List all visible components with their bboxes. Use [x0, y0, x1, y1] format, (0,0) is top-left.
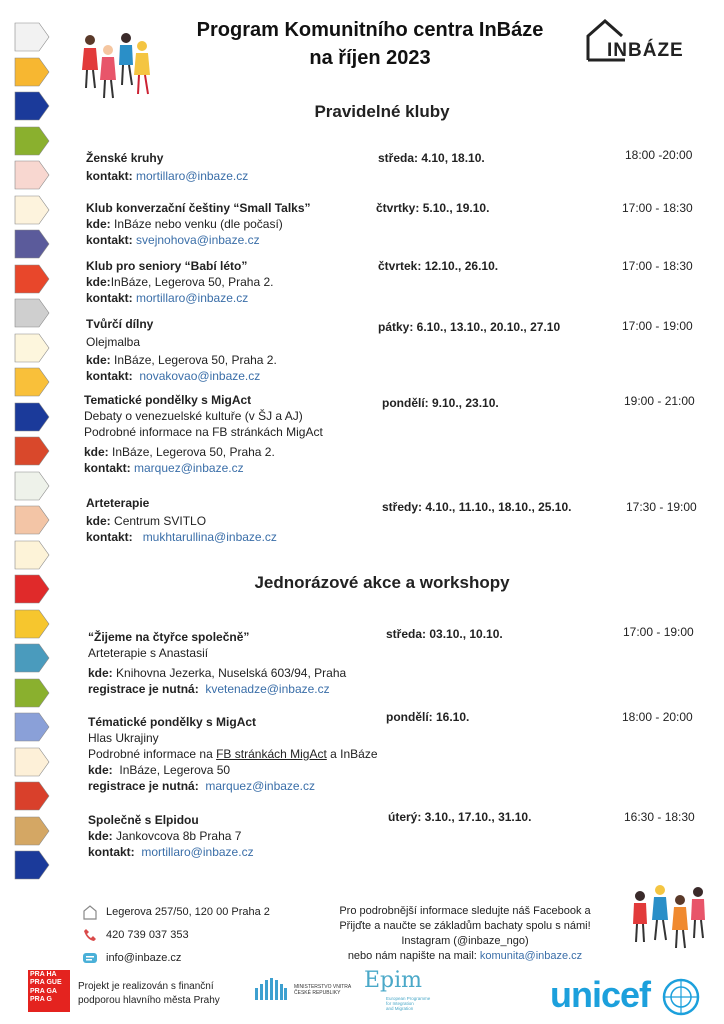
arrow-block-icon	[14, 367, 50, 397]
event-date: středa: 4.10, 18.10.	[378, 151, 485, 165]
unicef-emblem-icon	[661, 977, 701, 1017]
footer-address: Legerova 257/50, 120 00 Praha 2	[106, 905, 270, 918]
event-time: 17:30 - 19:00	[626, 500, 697, 514]
contact-label: kontakt:	[86, 369, 133, 383]
contact-label: registrace je nutná:	[88, 779, 199, 793]
event-zenske-kruhy	[86, 150, 706, 184]
dancing-people-illustration	[78, 30, 158, 105]
section-title-oneoff: Jednorázové akce a workshopy	[254, 573, 510, 592]
event-where: InBáze, Legerova 50	[119, 763, 231, 777]
where-label: kde:	[88, 829, 113, 843]
event-time: 18:00 -20:00	[625, 148, 693, 162]
ministry-text-2: ČESKÉ REPUBLIKY	[294, 990, 341, 996]
event-where: InBáze nebo venku (dle počasí)	[114, 217, 283, 231]
event-date: čtvrtky: 5.10., 19.10.	[376, 201, 490, 215]
inbaze-logo	[585, 18, 705, 64]
arrow-block-icon	[14, 505, 50, 535]
event-name: Klub konverzační češtiny “Small Talks”	[86, 201, 311, 215]
arrow-block-icon	[14, 57, 50, 87]
footer-email[interactable]: info@inbaze.cz	[106, 951, 182, 964]
contact-label: kontakt:	[88, 845, 135, 859]
where-label: kde:	[86, 275, 111, 289]
event-time: 17:00 - 18:30	[622, 259, 693, 273]
contact-label: kontakt:	[84, 461, 131, 475]
detail-text: Podrobné informace na	[88, 747, 217, 761]
home-icon	[82, 904, 98, 920]
epim-text-1: European Programme	[386, 996, 431, 1001]
arrow-block-icon	[14, 712, 50, 742]
event-detail-2: Podrobné informace na FB stránkách MigAct	[84, 425, 323, 439]
info-line-3: Instagram (@inbaze_ngo)	[401, 935, 529, 947]
contact-email[interactable]: mortillaro@inbaze.cz	[136, 291, 249, 305]
event-tematicke-pondelky-1	[84, 392, 704, 476]
praha-logo: PRA HA PRA GUE PRA GA PRA G	[28, 970, 70, 1012]
contact-email[interactable]: svejnohova@inbaze.cz	[136, 233, 260, 247]
footer-contacts	[82, 900, 270, 969]
event-detail: Arteterapie s Anastasií	[88, 646, 209, 660]
contact-email[interactable]: kvetenadze@inbaze.cz	[205, 682, 330, 696]
event-detail: Olejmalba	[86, 335, 141, 349]
event-zijeme-na-ctyrce	[88, 625, 708, 697]
contact-label: kontakt:	[86, 291, 133, 305]
event-where: Jankovcova 8b Praha 7	[116, 829, 242, 843]
arrow-block-icon	[14, 22, 50, 52]
where-label: kde:	[88, 666, 113, 680]
where-label: kde:	[88, 763, 113, 777]
event-babi-leto	[86, 258, 706, 306]
event-name: “Žijeme na čtyřce společně”	[88, 630, 250, 644]
event-name: Klub pro seniory “Babí léto”	[86, 259, 248, 273]
info-line-4	[330, 949, 600, 964]
where-label: kde:	[86, 353, 111, 367]
epim-logo	[364, 968, 444, 1018]
arrow-block-icon	[14, 264, 50, 294]
section-title-regular: Pravidelné kluby	[314, 102, 450, 121]
where-label: kde:	[86, 514, 111, 528]
event-time: 19:00 - 21:00	[624, 394, 695, 408]
event-date: čtvrtek: 12.10., 26.10.	[378, 259, 499, 273]
event-tematicke-pondelky-2	[88, 710, 708, 794]
arrow-block-icon	[14, 609, 50, 639]
arrow-block-icon	[14, 678, 50, 708]
contact-email[interactable]: marquez@inbaze.cz	[134, 461, 244, 475]
event-date: pondělí: 9.10., 23.10.	[382, 396, 499, 410]
footer-phone[interactable]: 420 739 037 353	[106, 928, 189, 941]
event-detail: Hlas Ukrajiny	[88, 731, 159, 745]
event-detail-2	[88, 746, 708, 762]
arrow-block-icon	[14, 195, 50, 225]
event-arteterapie	[86, 495, 706, 545]
arrow-block-icon	[14, 333, 50, 363]
contact-email[interactable]: mortillaro@inbaze.cz	[136, 169, 249, 183]
event-date: pondělí: 16.10.	[386, 710, 470, 724]
event-tvurci-dilny	[86, 316, 706, 384]
arrow-block-icon	[14, 850, 50, 880]
title-line-2: na říjen 2023	[309, 47, 431, 69]
contact-email[interactable]: marquez@inbaze.cz	[205, 779, 315, 793]
logo-text: INBÁZE	[607, 40, 684, 61]
footer-info	[330, 904, 600, 964]
epim-wordmark: Epim	[364, 968, 423, 993]
arrow-block-icon	[14, 816, 50, 846]
epim-text-3: and Migration	[386, 1006, 414, 1011]
contact-label: kontakt:	[86, 169, 133, 183]
contact-email[interactable]: novakovao@inbaze.cz	[139, 369, 261, 383]
arrow-block-icon	[14, 126, 50, 156]
unicef-logo	[550, 974, 701, 1017]
event-where: Knihovna Jezerka, Nuselská 603/94, Praha	[116, 666, 347, 680]
praha-text-line-1: Projekt je realizován s finanční	[78, 981, 214, 992]
arrow-block-icon	[14, 160, 50, 190]
decorative-arrow-strip	[14, 22, 54, 885]
event-time: 16:30 - 18:30	[624, 810, 695, 824]
dancing-people-illustration-footer	[630, 882, 710, 952]
event-where: InBáze, Legerova 50, Praha 2.	[114, 353, 277, 367]
contact-email[interactable]: mortillaro@inbaze.cz	[141, 845, 254, 859]
contact-label: kontakt:	[86, 233, 133, 247]
praha-text-line-2: podporou hlavního města Prahy	[78, 995, 220, 1006]
ministry-text-1: MINISTERSTVO VNITRA	[294, 984, 352, 990]
contact-label: kontakt:	[86, 530, 133, 544]
event-time: 18:00 - 20:00	[622, 710, 693, 724]
contact-label: registrace je nutná:	[88, 682, 199, 696]
event-name: Společně s Elpidou	[88, 813, 199, 827]
info-line-1: Pro podrobnější informace sledujte náš Facebook a	[339, 905, 591, 917]
contact-email[interactable]: mukhtarullina@inbaze.cz	[142, 530, 277, 544]
event-name: Tematické pondělky s MigAct	[84, 393, 252, 407]
where-label: kde:	[84, 445, 109, 459]
where-label: kde:	[86, 217, 111, 231]
praha-funding-text	[78, 980, 220, 1008]
event-time: 17:00 - 18:30	[622, 201, 693, 215]
event-name: Ženské kruhy	[86, 151, 164, 165]
page-title	[150, 16, 590, 72]
arrow-block-icon	[14, 781, 50, 811]
phone-icon	[82, 927, 98, 943]
event-date: středa: 03.10., 10.10.	[386, 627, 503, 641]
event-detail: Debaty o venezuelské kultuře (v ŠJ a AJ)	[84, 409, 303, 423]
event-date: úterý: 3.10., 17.10., 31.10.	[388, 810, 532, 824]
event-where: Centrum SVITLO	[114, 514, 207, 528]
arrow-block-icon	[14, 402, 50, 432]
info-line-2: Přijďte a naučte se základům bachaty spolu s námi!	[339, 920, 591, 932]
event-where: InBáze, Legerova 50, Praha 2.	[112, 445, 275, 459]
arrow-block-icon	[14, 643, 50, 673]
arrow-block-icon	[14, 747, 50, 777]
event-date: pátky: 6.10., 13.10., 20.10., 27.10	[378, 320, 561, 334]
arrow-block-icon	[14, 540, 50, 570]
event-where: InBáze, Legerova 50, Praha 2.	[110, 275, 274, 289]
event-name: Tvůrčí dílny	[86, 317, 154, 331]
event-spolecne-s-elpidou	[88, 812, 708, 860]
epim-text-2: for Integration	[386, 1001, 414, 1006]
community-email-link[interactable]: komunita@inbaze.cz	[479, 950, 583, 962]
event-name: Arteterapie	[86, 496, 150, 510]
event-date: středy: 4.10., 11.10., 18.10., 25.10.	[382, 500, 572, 514]
arrow-block-icon	[14, 298, 50, 328]
email-icon	[82, 950, 98, 966]
event-time: 17:00 - 19:00	[622, 319, 693, 333]
arrow-block-icon	[14, 471, 50, 501]
event-name: Tématické pondělky s MigAct	[88, 715, 257, 729]
detail-text-end: a InBáze	[326, 747, 378, 761]
fb-migact-link[interactable]: FB stránkách MigAct	[216, 747, 327, 761]
title-line-1: Program Komunitního centra InBáze	[196, 19, 544, 41]
info-line-4-text: nebo nám napište na mail:	[347, 950, 480, 962]
event-time: 17:00 - 19:00	[623, 625, 694, 639]
arrow-block-icon	[14, 436, 50, 466]
event-small-talks	[86, 200, 706, 248]
unicef-wordmark: unicef	[550, 974, 651, 1015]
arrow-block-icon	[14, 229, 50, 259]
ministry-logo	[254, 978, 354, 1004]
